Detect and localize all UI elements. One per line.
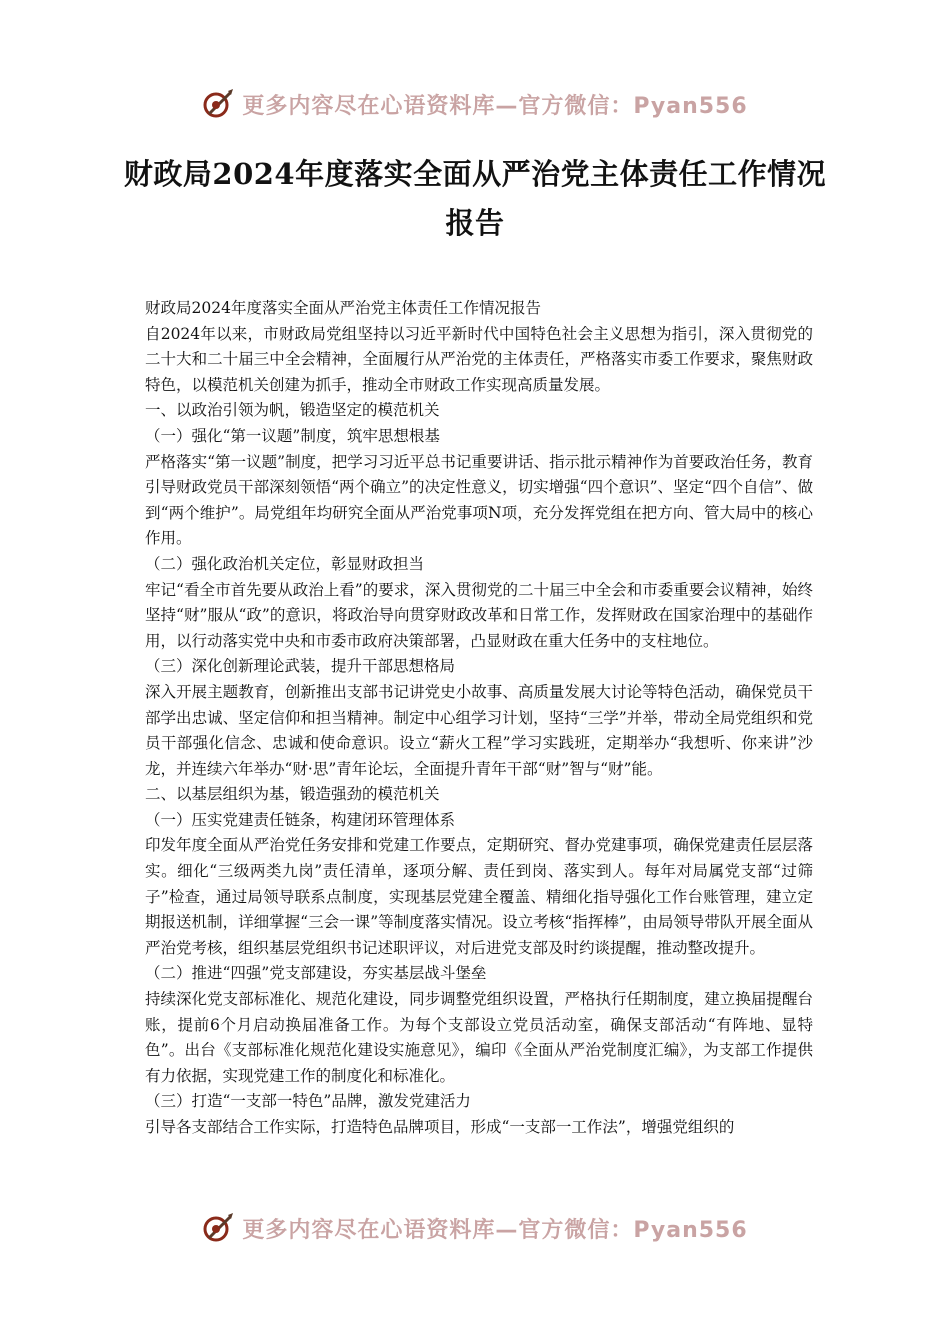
document-title: 财政局2024年度落实全面从严治党主体责任工作情况报告 [123, 157, 827, 240]
header-watermark-banner [0, 84, 950, 124]
subsection-heading: （二）推进“四强”党支部建设，夯实基层战斗堡垒 [145, 964, 487, 983]
body-paragraph: 自2024年以来，市财政局党组坚持以习近平新时代中国特色社会主义思想为指引，深入贯彻党的二十大和二十届三中全会精神，全面履行从严治党的主体责任，严格落实市委工作要求，聚焦财政特色，以模范机关创建为抓手，推动全市财政工作实现高质量发展。 [145, 324, 813, 394]
pen-logo-icon [202, 1211, 236, 1245]
section-heading: 二、以基层组织为基，锻造强劲的模范机关 [145, 785, 440, 804]
subsection-heading: （一）强化“第一议题”制度，筑牢思想根基 [145, 426, 440, 445]
body-paragraph: 持续深化党支部标准化、规范化建设，同步调整党组织设置，严格执行任期制度，建立换届提醒台账，提前6个月启动换届准备工作。为每个支部设立党员活动室，确保支部活动“有阵地、显特色”。出台《支部标准化规范化建设实施意见》，编印《全面从严治党制度汇编》，为支部工作提供有力依据，实现党建工作的制度化和标准化。 [145, 990, 813, 1085]
watermark-text: 更多内容尽在心语资料库—官方微信：Pyan556 [242, 1217, 748, 1243]
subsection-heading: （三）打造“一支部一特色”品牌，激发党建活力 [145, 1092, 471, 1111]
subsection-heading: （三）深化创新理论武装，提升干部思想格局 [145, 657, 456, 676]
footer-watermark-banner [0, 1208, 950, 1248]
body-paragraph: 引导各支部结合工作实际，打造特色品牌项目，形成“一支部一工作法”，增强党组织的 [145, 1118, 735, 1136]
body-paragraph: 深入开展主题教育，创新推出支部书记讲党史小故事、高质量发展大讨论等特色活动，确保党员干部学出忠诚、坚定信仰和担当精神。制定中心组学习计划，坚持“三学”并举，带动全局党组织和党员干部强化信念、忠诚和使命意识。设立“薪火工程”学习实践班，定期举办“我想听、你来讲”沙龙，并连续六年举办“财·思”青年论坛，全面提升青年干部“财”智与“财”能。 [145, 682, 813, 778]
watermark-text: 更多内容尽在心语资料库—官方微信：Pyan556 [242, 93, 748, 119]
pen-logo-icon [202, 87, 236, 121]
body-paragraph: 印发年度全面从严治党任务安排和党建工作要点，定期研究、督办党建事项，确保党建责任层层落实。细化“三级两类九岗”责任清单，逐项分解、责任到岗、落实到人。每年对局属党支部“过筛子”检查，通过局领导联系点制度，实现基层党建全覆盖、精细化指导强化工作台账管理，建立定期报送机制，详细掌握“三会一课”等制度落实情况。设立考核“指挥棒”，由局领导带队开展全面从严治党考核，组织基层党组织书记述职评议，对后进党支部及时约谈提醒，推动整改提升。 [145, 836, 813, 957]
document-body [145, 296, 813, 1141]
subsection-heading: （二）强化政治机关定位，彰显财政担当 [145, 554, 425, 573]
body-paragraph: 严格落实“第一议题”制度，把学习习近平总书记重要讲话、指示批示精神作为首要政治任务，教育引导财政党员干部深刻领悟“两个确立”的决定性意义，切实增强“四个意识”、坚定“四个自信”、做到“两个维护”。局党组年均研究全面从严治党事项N项，充分发挥党组在把方向、管大局中的核心作用。 [145, 452, 813, 548]
body-paragraph: 牢记“看全市首先要从政治上看”的要求，深入贯彻党的二十届三中全会和市委重要会议精神，始终坚持“财”服从“政”的意识，将政治导向贯穿财政改革和日常工作，发挥财政在国家治理中的基础作用，以行动落实党中央和市委市政府决策部署，凸显财政在重大任务中的支柱地位。 [145, 580, 813, 650]
subsection-heading: （一）压实党建责任链条，构建闭环管理体系 [145, 810, 456, 829]
body-paragraph: 财政局2024年度落实全面从严治党主体责任工作情况报告 [145, 299, 541, 317]
section-heading: 一、以政治引领为帆，锻造坚定的模范机关 [145, 401, 440, 420]
